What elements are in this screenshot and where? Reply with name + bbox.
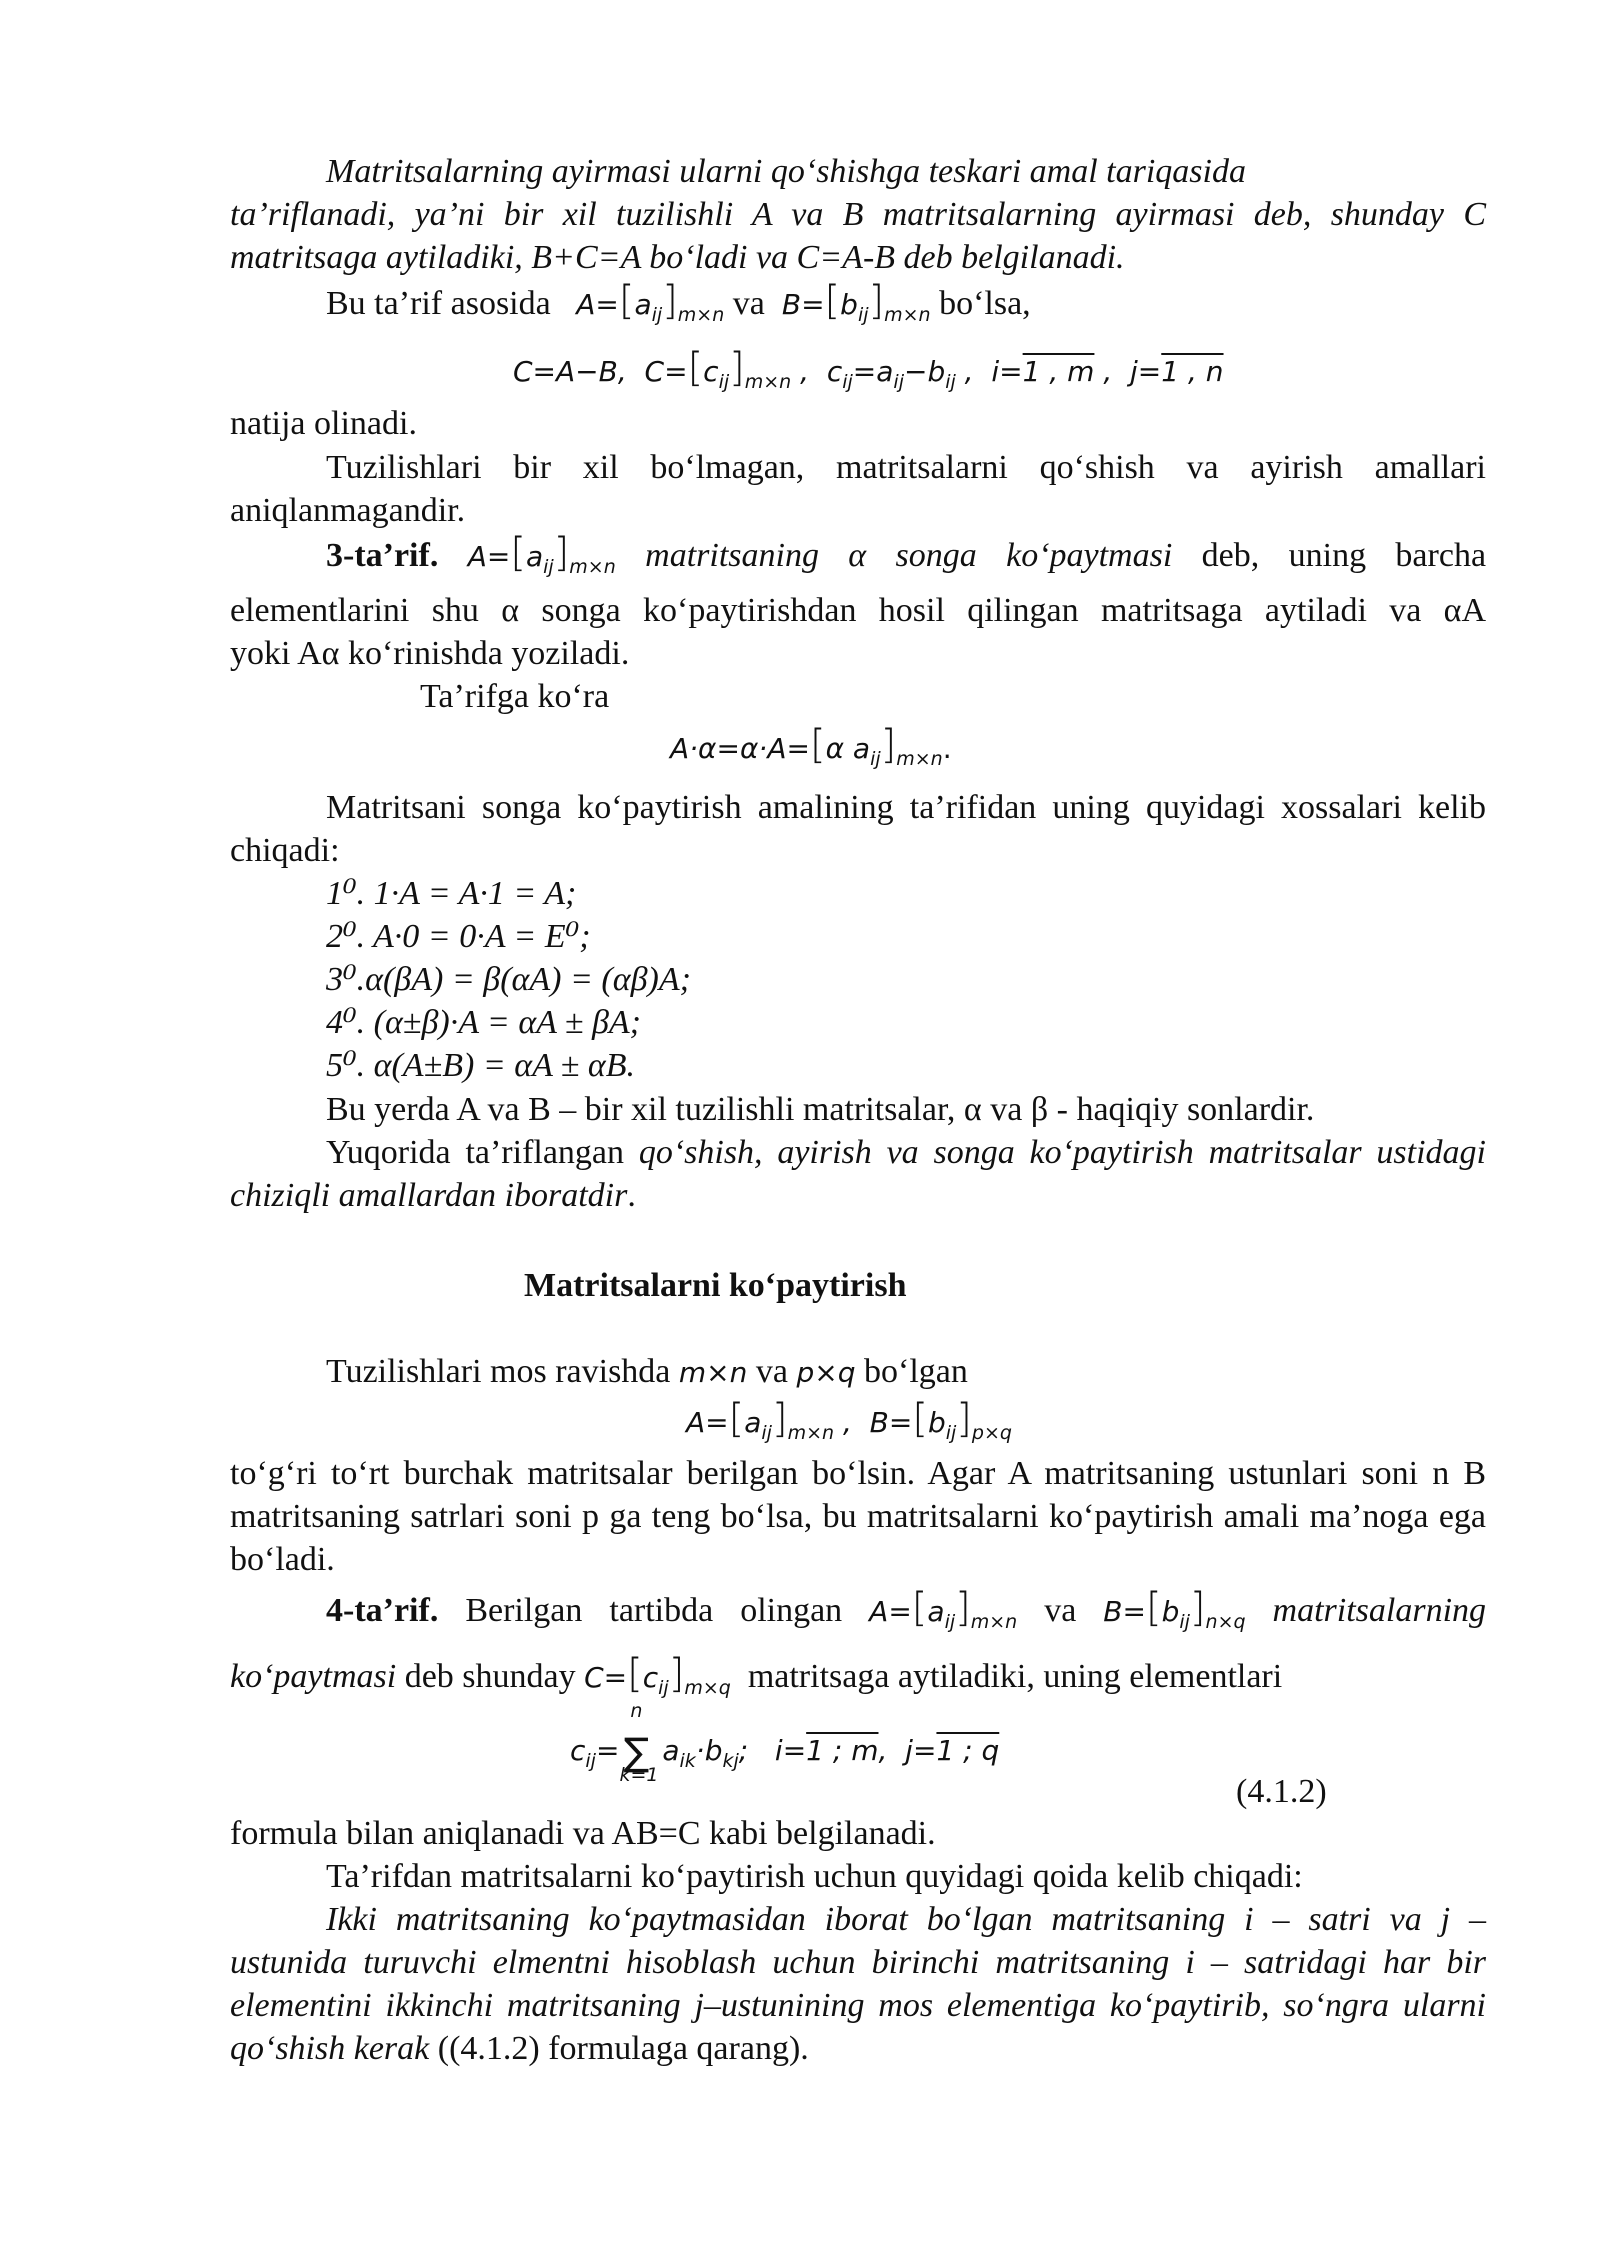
math-C-def: $C=[c_{ij}]_{m\times q}$: [584, 1651, 731, 1699]
math-A-def: $A=[a_{ij}]_{m\times n}$: [576, 278, 725, 326]
text: to‘g‘ri to‘rt burchak matritsalar berilgan bo‘lsin. Agar A matritsaning ustunlari soni n B matritsaning satrlari soni p ga teng bo‘lsa, bu matritsalarni ko‘paytirish amali ma’noga ega bo‘ladi.: [230, 1455, 1486, 1578]
math-A-def: $A=[a_{ij}]_{m\times n}$: [467, 530, 616, 578]
math-difference-formula: C=A−B, $C=[c_{ij}]_{m\times n}$ , $c_{ij}=a_{ij}-b_{ij}$ , i=1 , m , j=1 , n: [513, 345, 1224, 393]
definition-label: 3-ta’rif.: [326, 537, 439, 574]
text: bo‘lsa,: [939, 285, 1031, 322]
equation-number: (4.1.2): [1236, 1773, 1327, 1810]
definition-term: ko‘paytmasi: [230, 1658, 397, 1695]
text: Bu ta’rif asosida: [326, 285, 551, 322]
text: va: [755, 1353, 788, 1390]
math-m-by-n: m×n: [678, 1356, 748, 1389]
paragraph-based-on-definition: [230, 280, 1486, 337]
definition-label: 4-ta’rif.: [326, 1592, 439, 1629]
text-line: yoki Aα ko‘rinishda yoziladi.: [230, 635, 630, 672]
paragraph-rectangular: [230, 1452, 1486, 1581]
property-item: 4⁰. (α±β)·A = αA ± βA;: [326, 1004, 641, 1041]
sum-icon: n ∑ k=1: [619, 1700, 659, 1786]
text-line: Ta’rifga ko‘ra: [420, 678, 610, 715]
properties-list: [326, 872, 1426, 1087]
property-item: 5⁰. α(A±B) = αA ± αB.: [326, 1047, 636, 1084]
property-item: 2⁰. A·0 = 0·A = E⁰;: [326, 918, 591, 955]
property-item: 1⁰. 1·A = A·1 = A;: [326, 875, 577, 912]
definition-3: [230, 532, 1486, 718]
text: Ta’rifdan matritsalarni ko‘paytirish uchun quyidagi qoida kelib chiqadi:: [326, 1858, 1303, 1895]
text-line: natija olinadi.: [230, 405, 417, 442]
text-italic: Ikki matritsaning ko‘paytmasidan iborat bo‘lgan matritsaning i – satri va j – ustunida turuvchi elmentni hisoblash uchun birinchi matritsaning i – satridagi har bir elementini ikkinchi matritsaning j–ustunining mos elementiga ko‘paytirib, so‘ngra ularni qo‘shish kerak: [230, 1901, 1486, 2067]
text: ((4.1.2) formulaga qarang).: [429, 2030, 809, 2067]
text: va: [732, 285, 765, 322]
math-p-by-q: p×q: [796, 1356, 856, 1389]
math-B-def: $B=[b_{ij}]_{n\times q}$: [1103, 1585, 1246, 1633]
math-A-def: $A=[a_{ij}]_{m\times n}$: [869, 1585, 1018, 1633]
text: Bu yerda A va B – bir xil tuzilishli matritsalar, α va β - haqiqiy sonlardir.: [326, 1091, 1315, 1128]
text: Tuzilishlari mos ravishda: [326, 1353, 671, 1390]
text-line: ta’riflanadi, ya’ni bir xil tuzilishli A va B matritsalarning ayirmasi deb, shunday C: [230, 196, 1486, 233]
definition-term: matritsaning α songa ko‘paytmasi: [645, 537, 1173, 574]
text-line: matritsaga aytiladiki, B+C=A bo‘ladi va C=A-B deb belgilanadi.: [230, 239, 1125, 276]
text: deb shunday: [404, 1658, 576, 1695]
paragraph-properties: [230, 786, 1486, 872]
paragraph-formula: [230, 1812, 1486, 2070]
paragraph-here: [230, 1088, 1486, 1217]
text: Berilgan tartibda olingan: [465, 1592, 843, 1629]
section-heading: [230, 1264, 1486, 1307]
text: Matritsani songa ko‘paytirish amalining ta’rifidan uning quyidagi xossalari kelib chiqadi:: [230, 789, 1486, 869]
paragraph-difference-definition: [230, 150, 1486, 279]
paragraph-dimensions: [230, 1350, 1486, 1394]
math-scalar-product: A·α=α·A=[α $a_{ij}]_{m\times n}$.: [670, 722, 952, 770]
math-matrices-AB: $A=[a_{ij}]_{m\times n}$ , $B=[b_{ij}]_{p\times q}$: [686, 1396, 1012, 1444]
definition-4: [230, 1582, 1486, 1714]
text: Yuqorida ta’riflangan: [326, 1134, 625, 1171]
text-line: Matritsalarning ayirmasi ularni qo‘shishga teskari amal tariqasida: [326, 153, 1246, 190]
text: bo‘lgan: [864, 1353, 968, 1390]
text-italic: qo‘shish, ayirish va songa ko‘paytirish matritsalar ustidagi chiziqli amallardan iboratdir: [230, 1134, 1486, 1214]
text-line: elementlarini shu α songa ko‘paytirishdan hosil qilingan matritsaga aytiladi va αA: [230, 592, 1486, 629]
property-item: 3⁰.α(βA) = β(αA) = (αβ)A;: [326, 961, 691, 998]
text: formula bilan aniqlanadi va AB=C kabi belgilanadi.: [230, 1815, 936, 1852]
heading-title: Matritsalarni ko‘paytirish: [524, 1267, 907, 1304]
text: matritsaga aytiladiki, uning elementlari: [747, 1658, 1283, 1695]
math-product-formula: $c_{ij}=$ n ∑ k=1 $a_{ik}\cdot b_{kj}$; i=1 ; m, j=1 ; q: [570, 1700, 1000, 1786]
text: va: [1044, 1592, 1077, 1629]
text-italic: matritsalarning: [1272, 1592, 1487, 1629]
paragraph-result: [230, 402, 1486, 532]
paragraph-not-defined: Tuzilishlari bir xil bo‘lmagan, matritsalarni qo‘shish va ayirish amallari aniqlanmagandir.: [230, 449, 1486, 529]
text: deb, uning barcha: [1201, 537, 1487, 574]
math-B-def: $B=[b_{ij}]_{m\times n}$: [781, 278, 931, 326]
text: .: [627, 1177, 636, 1214]
